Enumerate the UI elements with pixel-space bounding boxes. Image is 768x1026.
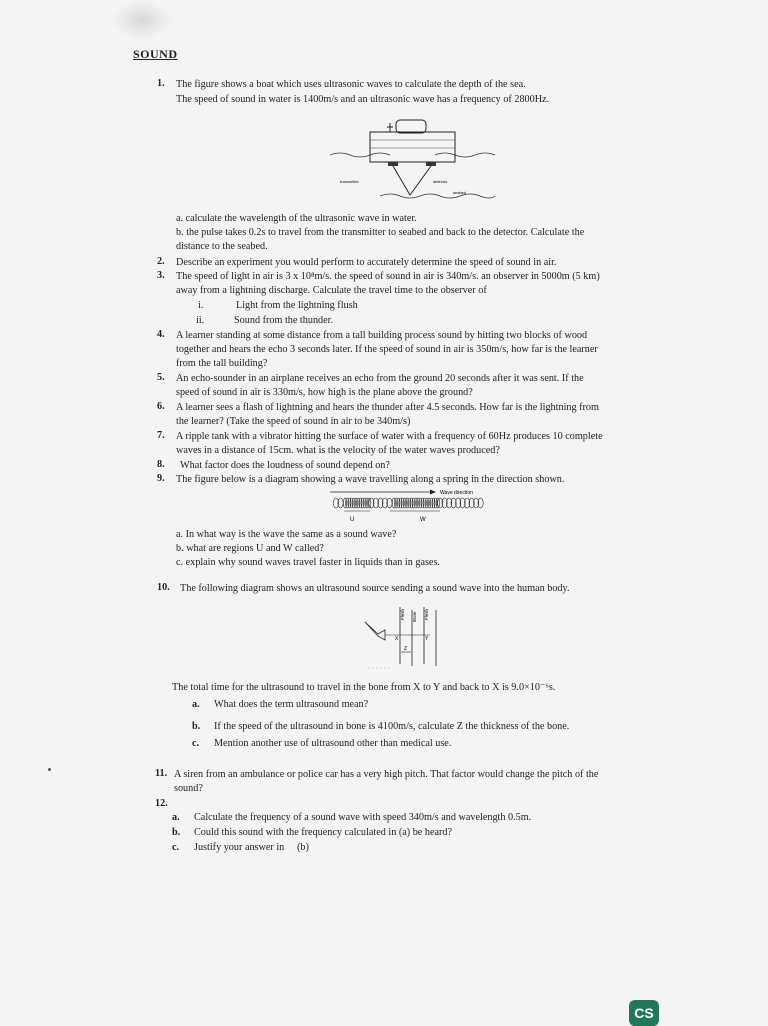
question-number-3: 3. <box>157 270 165 281</box>
q10-part-b-text: If the speed of the ultrasound in bone is 4100m/s, calculate Z the thickness of the bone. <box>214 721 570 732</box>
thickness-z-label: Z <box>404 646 408 652</box>
q1-part-b-line1: b. the pulse takes 0.2s to travel from the transmitter to seabed and back to the detector. Calculate the <box>176 227 585 238</box>
q10-part-c <box>192 737 451 750</box>
q3-item-ii <box>196 314 333 327</box>
q10-part-b <box>192 720 569 733</box>
question-number-1: 1. <box>157 78 165 89</box>
q12-part-c-text: Justify your answer in (b) <box>194 842 309 853</box>
q3-item-ii-text: Sound from the thunder. <box>234 315 334 326</box>
question-number-6: 6. <box>157 401 165 412</box>
ultrasound-diagram <box>360 602 450 672</box>
q2-text: Describe an experiment you would perform to accurately determine the speed of sound in air. <box>176 257 557 268</box>
q11-text-line2: sound? <box>174 783 203 794</box>
q4-text-line1: A learner standing at some distance from a tall building process sound by hitting two blocks of wood <box>176 330 588 341</box>
page-title: SOUND <box>133 47 178 61</box>
scan-speck <box>48 768 51 771</box>
q3-text-line2: away from a lightning discharge. Calculate the travel time to the observer of <box>176 285 487 296</box>
q1-part-a: a. calculate the wavelength of the ultrasonic wave in water. <box>176 213 417 224</box>
point-y-label: Y <box>425 636 429 642</box>
q12-part-a <box>172 811 531 824</box>
q10-part-c-text: Mention another use of ultrasound other than medical use. <box>214 738 452 749</box>
q10-part-a-label: a. <box>192 699 200 710</box>
question-number-10: 10. <box>157 582 170 593</box>
q10-part-b-label: b. <box>192 721 201 732</box>
question-number-2: 2. <box>157 256 165 267</box>
q12-part-a-label: a. <box>172 812 180 823</box>
q10-part-c-label: c. <box>192 738 200 749</box>
q1-text-line2: The speed of sound in water is 1400m/s and an ultrasonic wave has a frequency of 2800Hz. <box>176 94 550 105</box>
q11-text-line1: A siren from an ambulance or police car has a very high pitch. That factor would change the pitch of the <box>174 769 599 780</box>
detector-label: detector <box>433 179 448 184</box>
q10-text: The following diagram shows an ultrasound source sending a sound wave into the human body. <box>180 583 570 594</box>
spring-wave-diagram <box>330 486 490 526</box>
q10-part-a-text: What does the term ultrasound mean? <box>214 699 369 710</box>
q8-text: What factor does the loudness of sound depend on? <box>180 460 390 471</box>
q7-text-line1: A ripple tank with a vibrator hitting the surface of water with a frequency of 60Hz produces 10 complete <box>176 431 603 442</box>
q5-text-line2: speed of sound in air is 330m/s, how high is the plane above the ground? <box>176 387 473 398</box>
q9-part-a: a. In what way is the wave the same as a sound wave? <box>176 529 397 540</box>
question-number-4: 4. <box>157 329 165 340</box>
wave-direction-label: Wave direction <box>440 490 473 496</box>
q10-total-time: The total time for the ultrasound to travel in the bone from X to Y and back to X is 9.0×10⁻⁶s. <box>172 682 556 693</box>
question-number-5: 5. <box>157 372 165 383</box>
question-number-8: 8. <box>157 459 165 470</box>
q1-text-line1: The figure shows a boat which uses ultrasonic waves to calculate the depth of the sea. <box>176 79 526 90</box>
region-w-label: W <box>420 517 426 523</box>
flesh-label-1: Flesh <box>400 608 405 620</box>
region-u-label: U <box>350 517 355 523</box>
q4-text-line2: together and hears the echo 3 seconds later. If the speed of sound in air is 350m/s, how far is the learner <box>176 344 598 355</box>
q5-text-line1: An echo-sounder in an airplane receives an echo from the ground 20 seconds after it was sent. If the <box>176 373 584 384</box>
q12-part-a-text: Calculate the frequency of a sound wave with speed 340m/s and wavelength 0.5m. <box>194 812 532 823</box>
q3-item-i-label: i. <box>198 300 204 311</box>
camscanner-logo: CS <box>629 1000 659 1026</box>
q7-text-line2: waves in a distance of 15cm. what is the velocity of the water waves produced? <box>176 445 500 456</box>
boat-diagram <box>330 110 500 202</box>
scan-smudge <box>112 0 172 40</box>
point-x-label: X <box>395 636 399 642</box>
q4-text-line3: from the tall building? <box>176 358 268 369</box>
question-number-11: 11. <box>155 768 168 779</box>
q3-item-i-text: Light from the lightning flush <box>236 300 358 311</box>
q12-part-c-label: c. <box>172 842 180 853</box>
transmitter-label: transmitter <box>340 179 359 184</box>
q3-item-i <box>198 299 358 312</box>
q3-text-line1: The speed of light in air is 3 x 10⁸m/s. the speed of sound in air is 340m/s. an observer in 5000m (5 km) <box>176 271 600 282</box>
q12-part-b <box>172 826 452 839</box>
q12-part-b-text: Could this sound with the frequency calculated in (a) be heard? <box>194 827 452 838</box>
q6-text-line1: A learner sees a flash of lightning and hears the thunder after 4.5 seconds. How far is the lightning from <box>176 402 599 413</box>
question-number-12: 12. <box>155 798 168 809</box>
bone-label: Bone <box>412 611 417 622</box>
question-number-9: 9. <box>157 473 165 484</box>
seabed-label: seabed <box>453 190 467 195</box>
q12-part-c <box>172 841 309 854</box>
q1-part-b-line2: distance to the seabed. <box>176 241 268 252</box>
question-number-7: 7. <box>157 430 165 441</box>
q9-part-c: c. explain why sound waves travel faster in liquids than in gases. <box>176 557 440 568</box>
q6-text-line2: the learner? (Take the speed of sound in air to be 340m/s) <box>176 416 411 427</box>
flesh-label-2: Flesh <box>424 608 429 620</box>
q10-part-a <box>192 698 368 711</box>
q12-part-b-label: b. <box>172 827 181 838</box>
q3-item-ii-label: ii. <box>196 315 205 326</box>
q9-text: The figure below is a diagram showing a wave travelling along a spring in the direction shown. <box>176 474 565 485</box>
spring-coils <box>333 498 483 508</box>
q9-part-b: b. what are regions U and W called? <box>176 543 324 554</box>
